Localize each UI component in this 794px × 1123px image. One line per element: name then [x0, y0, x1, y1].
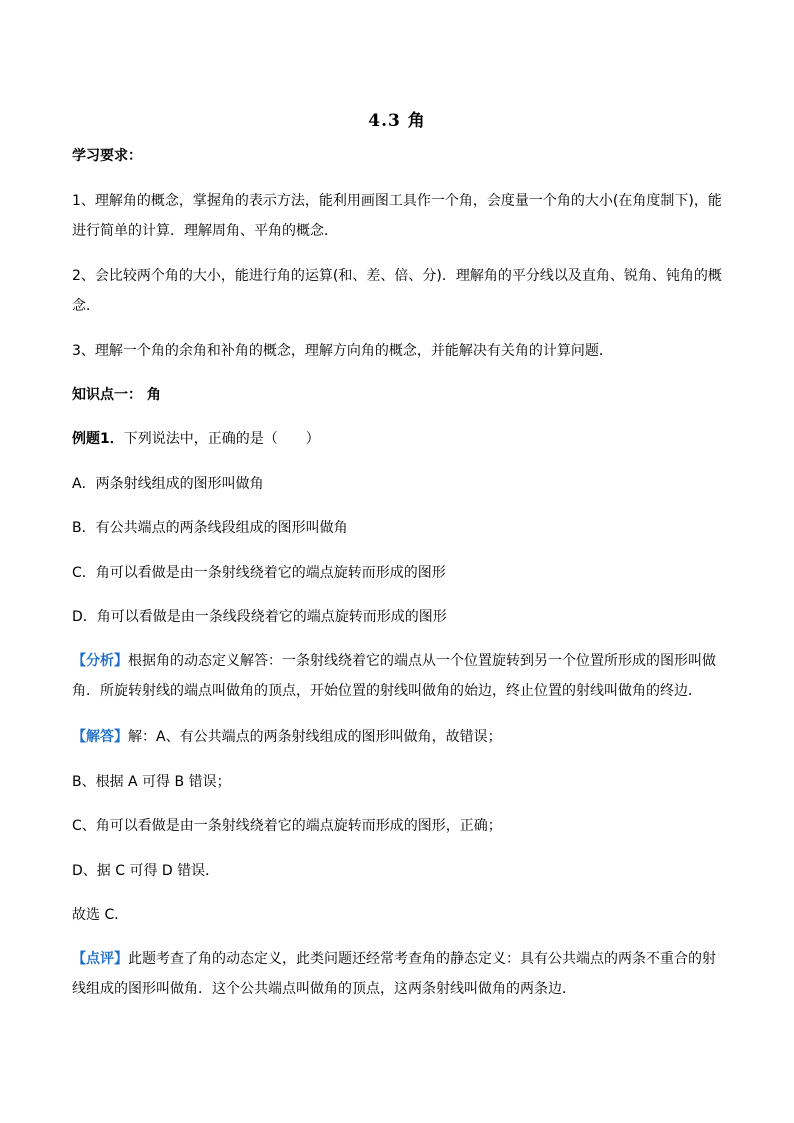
answer-line-b: B、根据 A 可得 B 错误； — [72, 774, 231, 790]
analysis-tag: 【分析】 — [72, 653, 128, 669]
option-b: B．有公共端点的两条线段组成的图形叫做角 — [72, 520, 348, 536]
answer-line-c: C、角可以看做是由一条射线绕着它的端点旋转而形成的图形，正确； — [72, 818, 502, 834]
comment-tag: 【点评】 — [72, 951, 128, 967]
requirements-heading: 学习要求： — [72, 148, 142, 164]
option-d: D．角可以看做是由一条线段绕着它的端点旋转而形成的图形 — [72, 609, 447, 625]
requirement-item-2: 2、会比较两个角的大小，能进行角的运算(和、差、倍、分)．理解角的平分线以及直角、锐角、钝角的概念． — [72, 268, 722, 314]
example-label: 例题1． — [72, 431, 124, 447]
requirement-item-1: 1、理解角的概念，掌握角的表示方法，能利用画图工具作一个角，会度量一个角的大小(在角度制下)，能进行简单的计算．理解周角、平角的概念． — [72, 193, 722, 239]
answer-first-line: 解：A、有公共端点的两条射线组成的图形叫做角，故错误； — [128, 729, 502, 745]
answer-tag: 【解答】 — [72, 729, 128, 745]
answer-conclusion: 故选 C． — [72, 907, 129, 923]
option-a: A．两条射线组成的图形叫做角 — [72, 476, 264, 492]
analysis-text: 根据角的动态定义解答：一条射线绕着它的端点从一个位置旋转到另一个位置所形成的图形叫做角．所旋转射线的端点叫做角的顶点，开始位置的射线叫做角的始边，终止位置的射线叫做角的终边． — [72, 653, 716, 699]
comment-text: 此题考查了角的动态定义，此类问题还经常考查角的静态定义：具有公共端点的两条不重合的射线组成的图形叫做角．这个公共端点叫做角的顶点，这两条射线叫做角的两条边． — [72, 951, 716, 997]
example-question-text: 下列说法中，正确的是（ ） — [123, 431, 320, 447]
example-question — [72, 429, 724, 449]
requirement-item-3: 3、理解一个角的余角和补角的概念，理解方向角的概念，并能解决有关角的计算问题． — [72, 343, 613, 359]
answer-paragraph — [72, 727, 724, 747]
analysis-paragraph — [72, 646, 724, 706]
answer-line-d: D、据 C 可得 D 错误． — [72, 863, 220, 879]
comment-paragraph — [72, 944, 724, 1004]
option-c: C．角可以看做是由一条射线绕着它的端点旋转而形成的图形 — [72, 565, 446, 581]
knowledge-point-heading: 知识点一： 角 — [72, 387, 161, 403]
page-title: 4.3 角 — [368, 111, 426, 131]
